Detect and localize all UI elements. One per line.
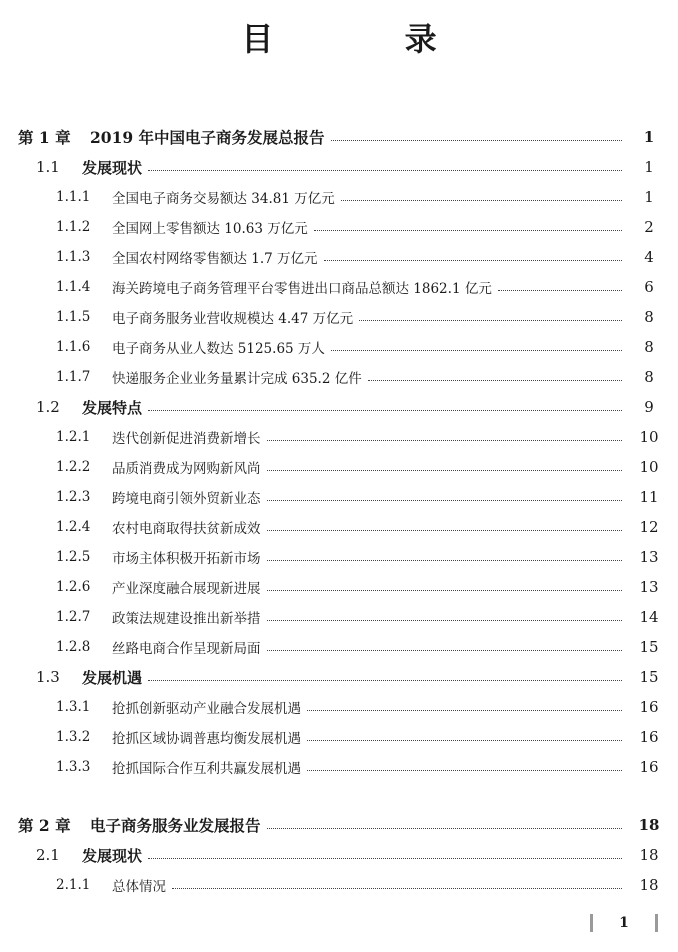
- toc-entry-number: 1.1.2: [56, 219, 91, 235]
- toc-entry-page: 18: [638, 816, 660, 834]
- toc-entry-title: 抢抓创新驱动产业融合发展机遇: [112, 701, 301, 717]
- toc-entry-number: 1.2.8: [56, 639, 91, 655]
- toc-entry[interactable]: [0, 482, 678, 512]
- toc-entry-number: 第 2 章: [18, 816, 71, 835]
- toc-entry[interactable]: [0, 542, 678, 572]
- toc-entry[interactable]: [0, 692, 678, 722]
- toc-entry-page: 18: [639, 876, 659, 894]
- toc-entry-number: 2.1: [36, 846, 60, 864]
- toc-entry-title: 全国电子商务交易额达 34.81 万亿元: [112, 191, 335, 207]
- toc-entry-page: 8: [644, 338, 654, 356]
- toc-dot-leader: [148, 858, 622, 859]
- toc-entry-number: 1.2.7: [56, 609, 91, 625]
- toc-entry[interactable]: [0, 632, 678, 662]
- toc-entry-number: 1.1.3: [56, 249, 91, 265]
- toc-entry-page: 1: [644, 188, 654, 206]
- toc-entry[interactable]: [0, 182, 678, 212]
- toc-entry-title: 产业深度融合展现新进展: [112, 581, 261, 597]
- page-title: 目 录: [241, 20, 497, 58]
- toc-dot-leader: [341, 200, 622, 201]
- toc-entry[interactable]: [0, 302, 678, 332]
- toc-entry-page: 11: [639, 488, 659, 506]
- toc-entry-title: 发展现状: [82, 846, 143, 865]
- toc-entry-page: 14: [639, 608, 659, 626]
- toc-entry[interactable]: [0, 452, 678, 482]
- toc-entry-page: 6: [644, 278, 654, 296]
- toc-entry-title: 市场主体积极开拓新市场: [112, 551, 261, 567]
- toc-entry-title: 迭代创新促进消费新增长: [112, 431, 261, 447]
- toc-dot-leader: [368, 380, 622, 381]
- toc-dot-leader: [331, 140, 622, 141]
- toc-entry-page: 1: [643, 128, 655, 146]
- toc-entry[interactable]: [0, 662, 678, 692]
- toc-entry-title: 丝路电商合作呈现新局面: [112, 641, 261, 657]
- toc-entry[interactable]: [0, 870, 678, 900]
- toc-entry-title: 快递服务企业业务量累计完成 635.2 亿件: [112, 371, 362, 387]
- toc-entry-page: 8: [644, 308, 654, 326]
- toc-dot-leader: [267, 560, 623, 561]
- toc-entry[interactable]: [0, 810, 678, 840]
- toc-entry-number: 1.2.2: [56, 459, 91, 475]
- toc-entry-number: 第 1 章: [18, 128, 71, 147]
- toc-entry-title: 全国网上零售额达 10.63 万亿元: [112, 221, 308, 237]
- toc-dot-leader: [267, 500, 623, 501]
- toc-entry-page: 16: [639, 758, 659, 776]
- toc-entry-title: 全国农村网络零售额达 1.7 万亿元: [112, 251, 318, 267]
- toc-entry-title: 发展机遇: [82, 668, 143, 687]
- toc-entry-number: 1.2.6: [56, 579, 91, 595]
- footer-bar-right: [655, 914, 658, 932]
- toc-entry-page: 10: [639, 428, 659, 446]
- toc-entry-page: 13: [639, 578, 659, 596]
- toc-entry-number: 1.3.1: [56, 699, 91, 715]
- toc-entry-page: 18: [639, 846, 659, 864]
- page-footer: [590, 912, 658, 934]
- footer-bar-left: [590, 914, 593, 932]
- toc-entry[interactable]: [0, 602, 678, 632]
- toc-dot-leader: [148, 680, 622, 681]
- toc-entry-number: 1.1.5: [56, 309, 91, 325]
- toc-entry-number: 1.1.4: [56, 279, 91, 295]
- toc-entry-number: 2.1.1: [56, 877, 91, 893]
- toc-dot-leader: [307, 710, 622, 711]
- toc-entry[interactable]: [0, 152, 678, 182]
- toc-entry-number: 1.1: [36, 158, 60, 176]
- footer-page-number: 1: [619, 915, 629, 931]
- toc-entry-number: 1.1.7: [56, 369, 91, 385]
- toc-entry-page: 13: [639, 548, 659, 566]
- toc-entry-title: 电子商务服务业发展报告: [90, 816, 261, 835]
- toc-dot-leader: [359, 320, 622, 321]
- toc-dot-leader: [324, 260, 622, 261]
- toc-entry-title: 2019 年中国电子商务发展总报告: [90, 128, 325, 147]
- toc-dot-leader: [267, 440, 623, 441]
- toc-dot-leader: [267, 620, 623, 621]
- toc-entry-title: 发展特点: [82, 398, 143, 417]
- toc-entry[interactable]: [0, 392, 678, 422]
- toc-entry-number: 1.3: [36, 668, 60, 686]
- toc-entry[interactable]: [0, 722, 678, 752]
- toc-dot-leader: [172, 888, 622, 889]
- toc-entry-title: 农村电商取得扶贫新成效: [112, 521, 261, 537]
- toc-entry[interactable]: [0, 332, 678, 362]
- toc-dot-leader: [267, 828, 622, 829]
- toc-dot-leader: [148, 410, 622, 411]
- toc-entry-number: 1.2: [36, 398, 60, 416]
- toc-dot-leader: [267, 470, 623, 471]
- toc-entry-title: 抢抓国际合作互利共赢发展机遇: [112, 761, 301, 777]
- toc-entry-number: 1.2.3: [56, 489, 91, 505]
- toc-entry-number: 1.1.1: [56, 189, 91, 205]
- toc-entry[interactable]: [0, 512, 678, 542]
- toc-entry[interactable]: [0, 422, 678, 452]
- toc-entry-number: 1.2.4: [56, 519, 91, 535]
- toc-entry[interactable]: [0, 840, 678, 870]
- toc-dot-leader: [498, 290, 622, 291]
- toc-entry-title: 抢抓区域协调普惠均衡发展机遇: [112, 731, 301, 747]
- toc-entry[interactable]: [0, 362, 678, 392]
- toc-entry-page: 12: [639, 518, 659, 536]
- toc-entry-page: 9: [644, 398, 654, 416]
- toc-entry-number: 1.2.1: [56, 429, 91, 445]
- toc-entry[interactable]: [0, 752, 678, 782]
- toc-entry-title: 政策法规建设推出新举措: [112, 611, 261, 627]
- toc-dot-leader: [307, 770, 622, 771]
- toc-dot-leader: [331, 350, 622, 351]
- toc-entry-page: 10: [639, 458, 659, 476]
- toc-dot-leader: [314, 230, 622, 231]
- toc-entry-page: 1: [644, 158, 654, 176]
- toc-entry-page: 2: [644, 218, 654, 236]
- toc-entry-title: 电子商务服务业营收规模达 4.47 万亿元: [112, 311, 354, 327]
- toc-entry-title: 发展现状: [82, 158, 143, 177]
- toc-entry-number: 1.3.3: [56, 759, 91, 775]
- toc-entry-title: 品质消费成为网购新风尚: [112, 461, 261, 477]
- toc-entry-page: 16: [639, 698, 659, 716]
- toc-entry[interactable]: [0, 212, 678, 242]
- toc-dot-leader: [267, 590, 623, 591]
- toc-entry-page: 16: [639, 728, 659, 746]
- toc-entry-page: 4: [644, 248, 654, 266]
- toc-entry[interactable]: [0, 572, 678, 602]
- toc-entry-number: 1.3.2: [56, 729, 91, 745]
- toc-dot-leader: [267, 530, 623, 531]
- toc-entry-number: 1.2.5: [56, 549, 91, 565]
- toc-entry[interactable]: [0, 242, 678, 272]
- toc-entry-number: 1.1.6: [56, 339, 91, 355]
- toc-entry-page: 15: [639, 668, 659, 686]
- toc-entry-title: 海关跨境电子商务管理平台零售进出口商品总额达 1862.1 亿元: [112, 281, 492, 297]
- toc-entry[interactable]: [0, 122, 678, 152]
- toc-entry-title: 跨境电商引领外贸新业态: [112, 491, 261, 507]
- toc-entry-page: 8: [644, 368, 654, 386]
- toc-dot-leader: [148, 170, 622, 171]
- toc-dot-leader: [307, 740, 622, 741]
- toc-entry-title: 总体情况: [112, 879, 166, 895]
- toc-entry-page: 15: [639, 638, 659, 656]
- toc-dot-leader: [267, 650, 623, 651]
- toc-entry-title: 电子商务从业人数达 5125.65 万人: [112, 341, 325, 357]
- toc-entry[interactable]: [0, 272, 678, 302]
